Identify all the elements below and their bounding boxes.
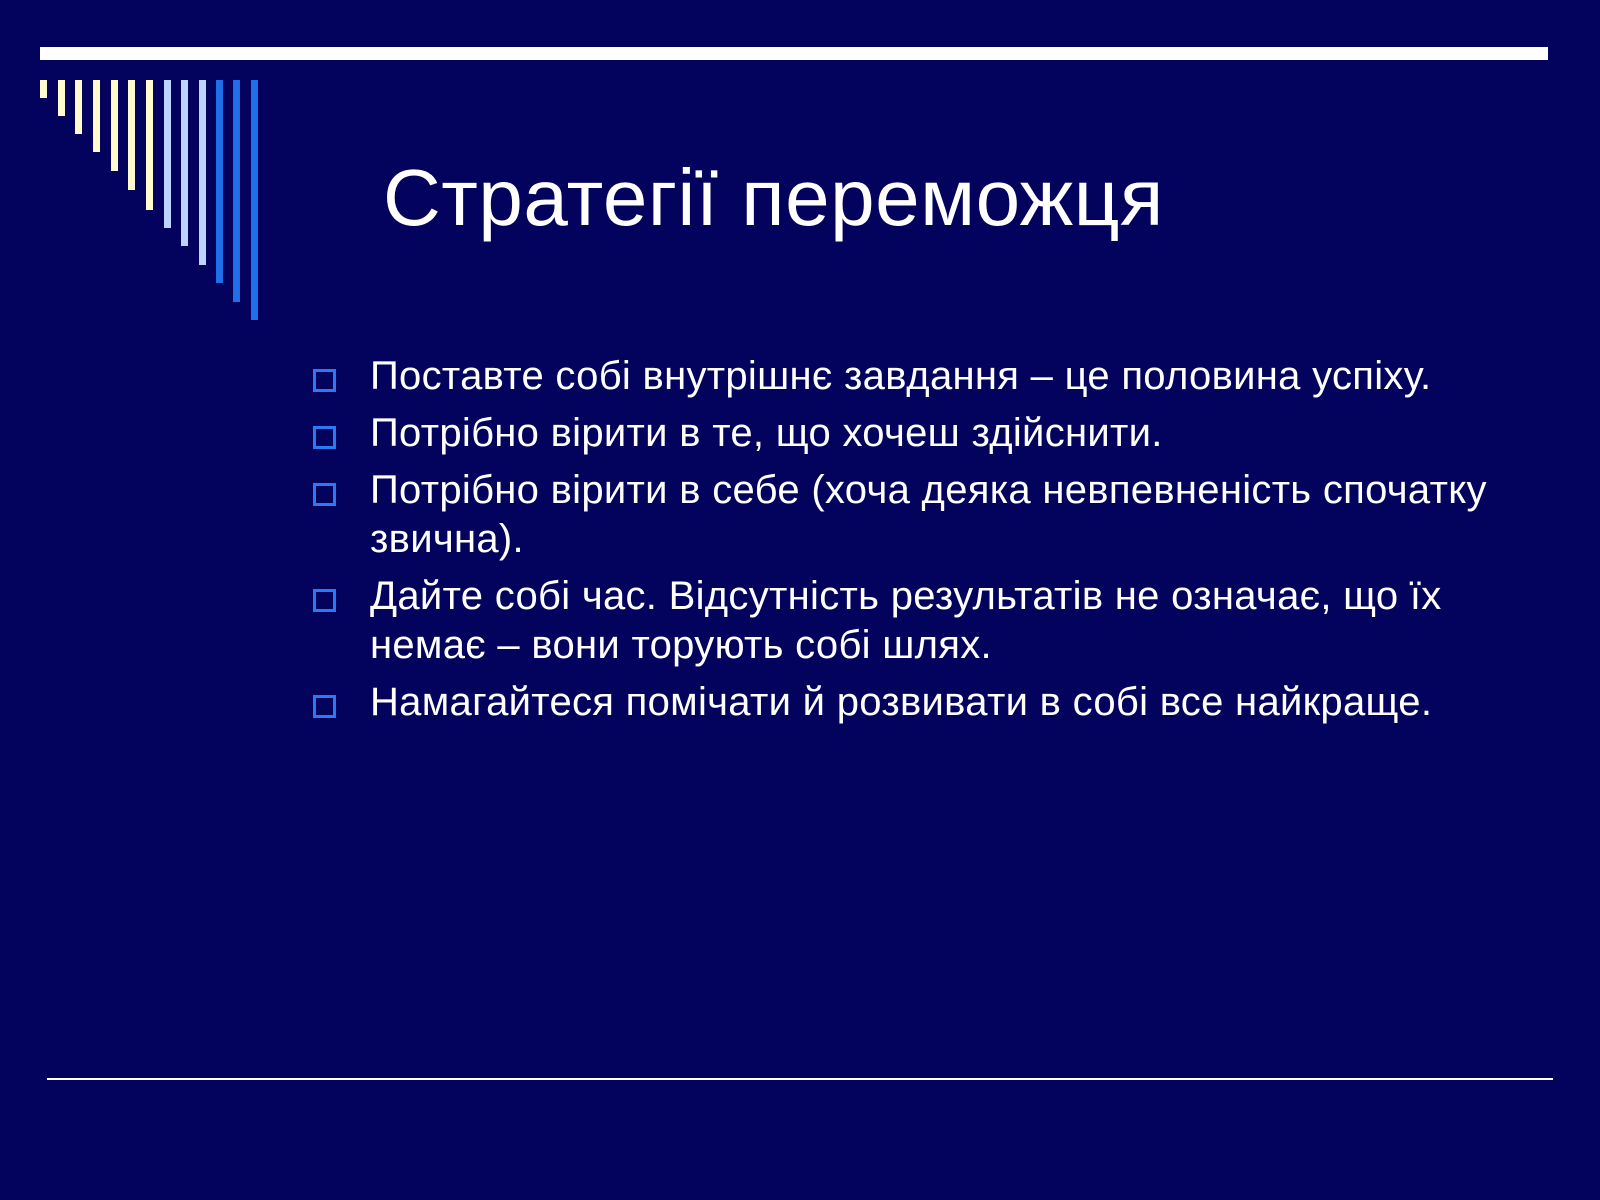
stripe-9 — [181, 80, 188, 246]
hollow-square-icon — [313, 695, 336, 718]
stripe-12 — [233, 80, 240, 302]
bullet-item — [310, 409, 1510, 458]
bullet-item — [310, 678, 1510, 727]
stripe-1 — [40, 80, 47, 98]
stripe-8 — [164, 80, 171, 228]
slide-title: Стратегії переможця — [383, 153, 1164, 242]
bullet-item — [310, 352, 1510, 401]
stripe-2 — [58, 80, 65, 116]
bullet-item — [310, 572, 1510, 670]
bullet-list — [310, 352, 1510, 735]
hollow-square-icon — [313, 589, 336, 612]
bullet-text: Потрібно вірити в себе (хоча деяка невпевненість спочатку звична). — [370, 468, 1487, 561]
stripe-7 — [146, 80, 153, 210]
stripe-5 — [111, 80, 118, 171]
stripe-4 — [93, 80, 100, 152]
stripe-6 — [128, 80, 135, 190]
stripe-10 — [199, 80, 206, 265]
bullet-text: Потрібно вірити в те, що хочеш здійснити. — [370, 411, 1163, 455]
bullet-text: Дайте собі час. Відсутність результатів не означає, що їх немає – вони торують собі шлях. — [370, 574, 1442, 667]
bullet-text: Намагайтеся помічати й розвивати в собі все найкраще. — [370, 680, 1433, 724]
hollow-square-icon — [313, 426, 336, 449]
stripe-13 — [251, 80, 258, 320]
hollow-square-icon — [313, 369, 336, 392]
stripe-3 — [75, 80, 82, 134]
bullet-item — [310, 466, 1510, 564]
stripe-11 — [216, 80, 223, 283]
bottom-divider — [47, 1078, 1553, 1080]
decorative-stripes — [0, 0, 280, 330]
bullet-text: Поставте собі внутрішнє завдання – це половина успіху. — [370, 354, 1432, 398]
hollow-square-icon — [313, 483, 336, 506]
